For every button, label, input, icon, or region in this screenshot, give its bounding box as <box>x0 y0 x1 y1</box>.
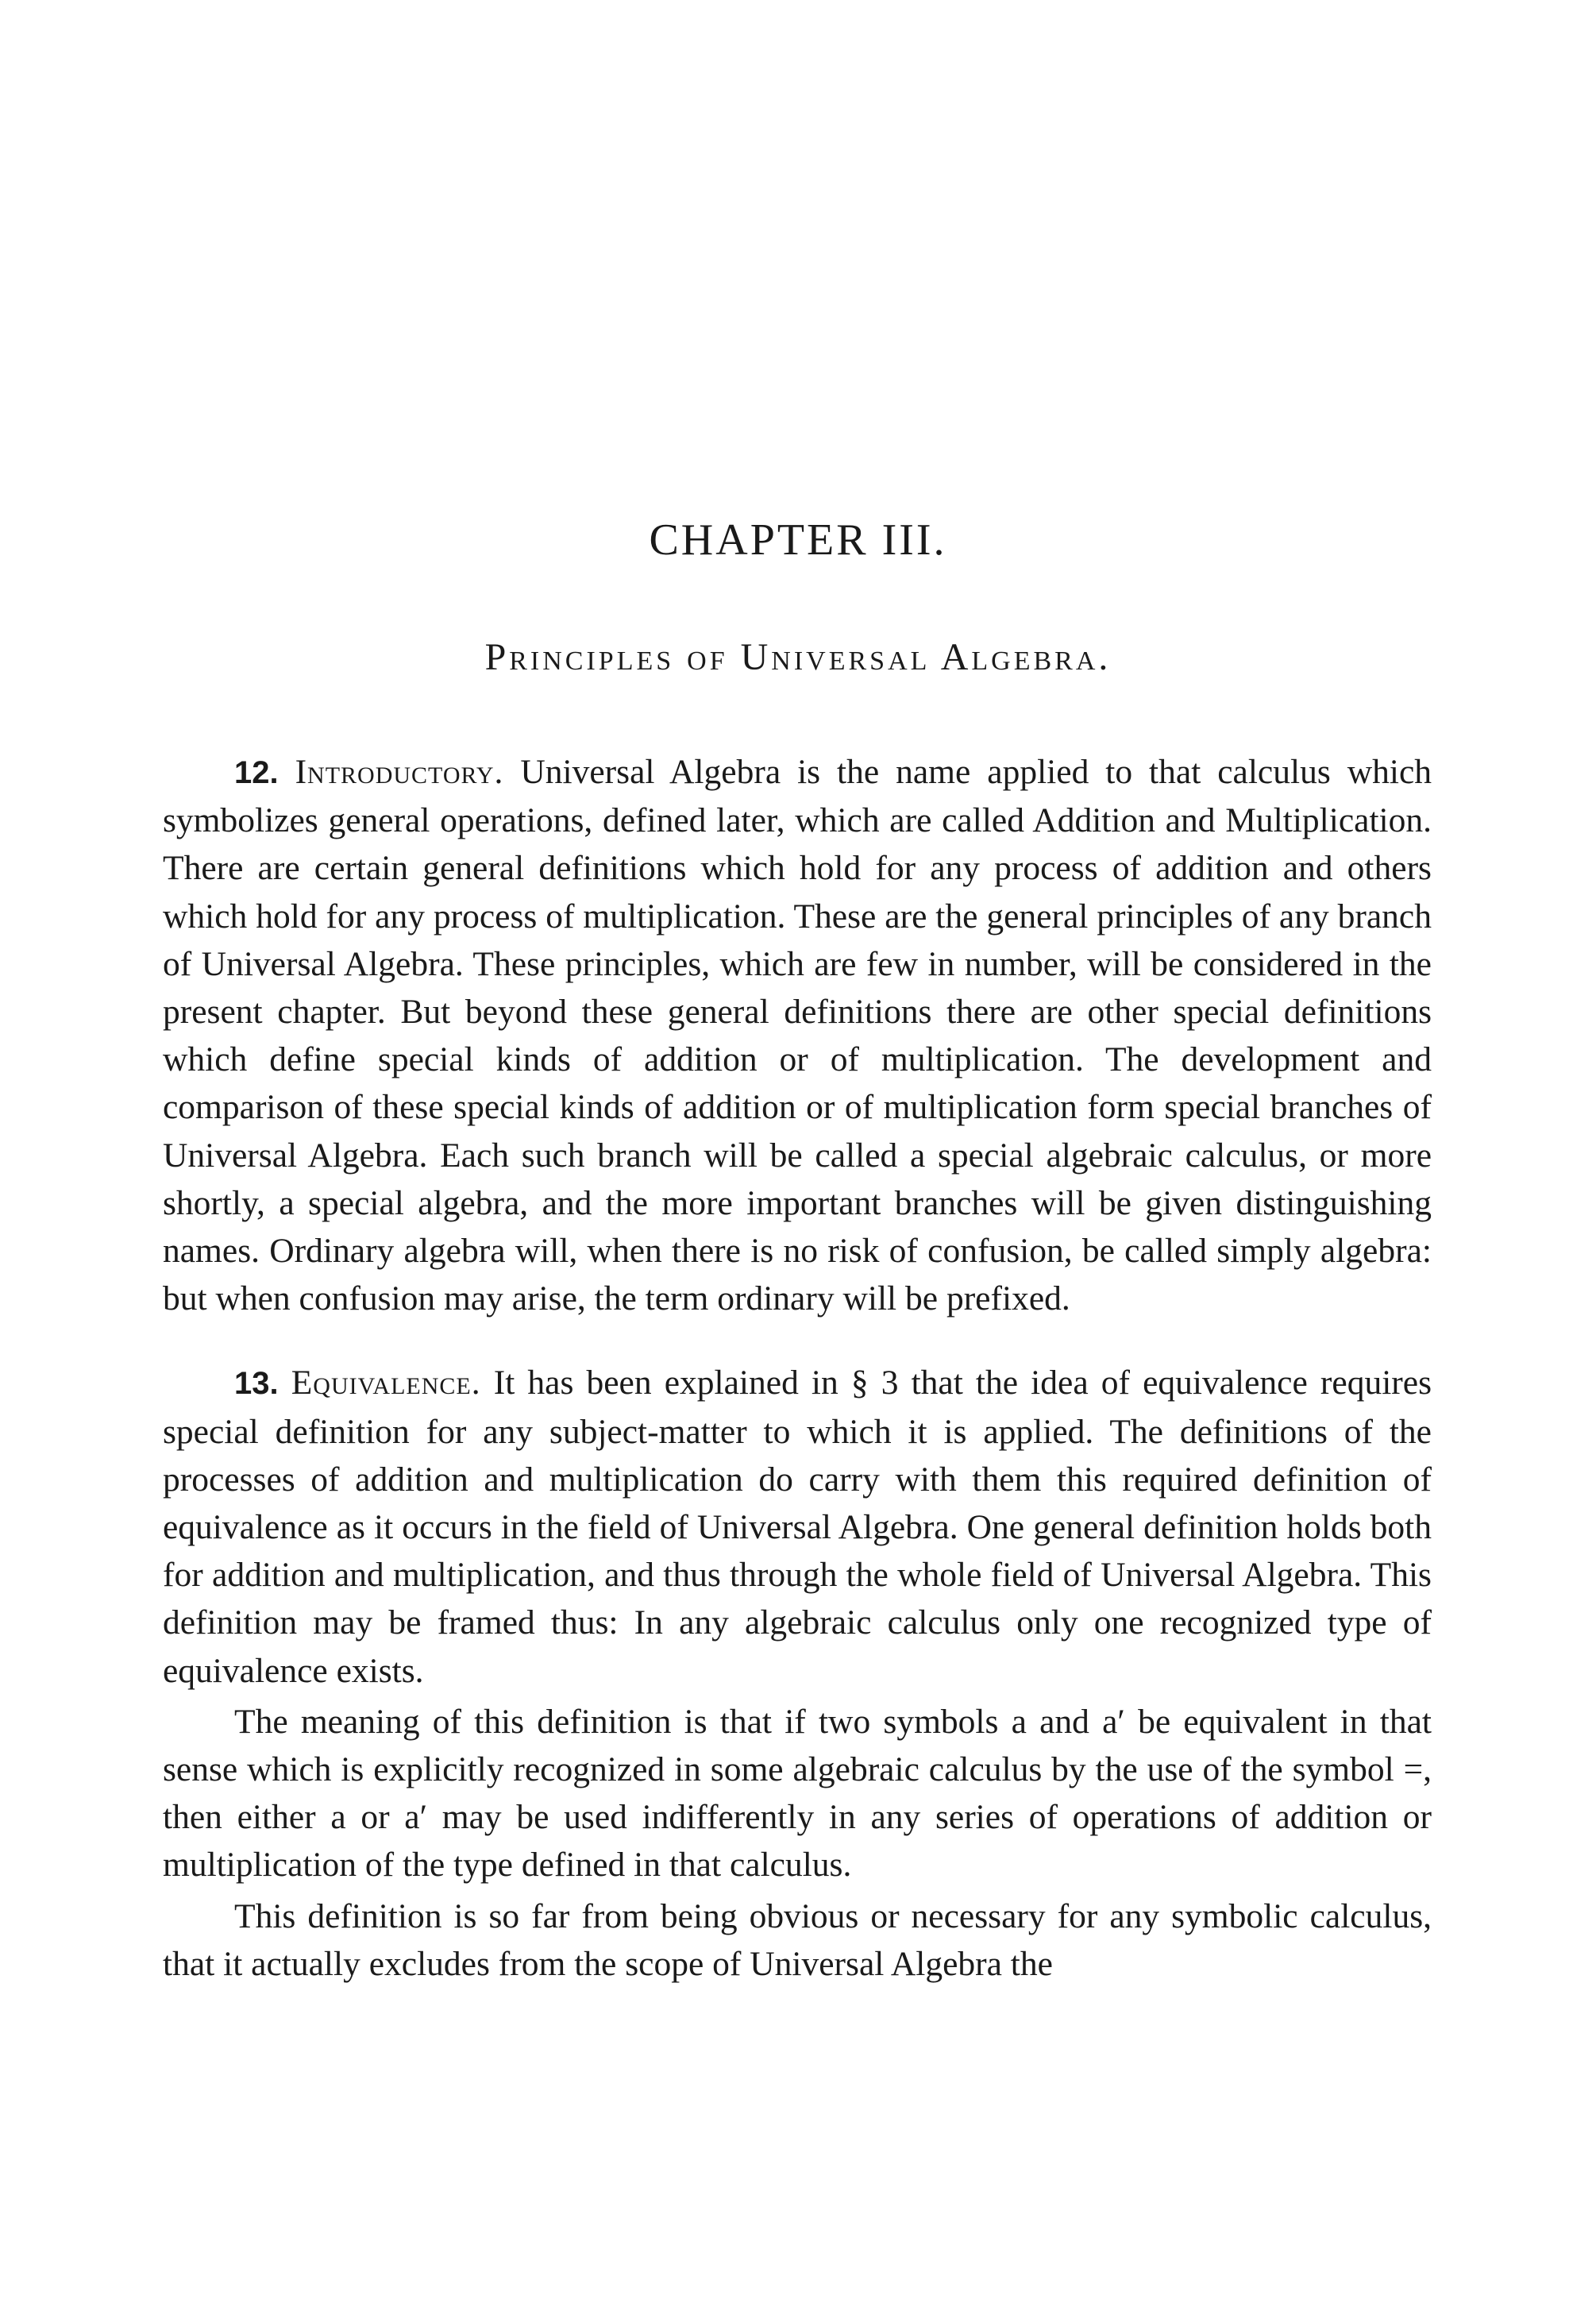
paragraph: This definition is so far from being obvious or necessary for any symbolic calculus, that it actually excludes from the scope of Universal Algebra the <box>163 1896 1432 1983</box>
section-text: Universal Algebra is the name applied to that calculus which symbolizes general operations, defined later, which are called Addition and Multiplication. There are certain general definitions which hold for any process of addition and others which hold for any process of multiplication. These are the general principles of any branch of Universal Algebra. These principles, which are few in number, will be considered in the present chapter. But beyond these general definitions there are other special definitions which define special kinds of addition or of multiplication. The development and comparison of these special kinds of addition or of multiplication form special branches of Universal Algebra. Each such branch will be called a special algebraic calculus, or more shortly, a special algebra, and the more important branches will be given distinguishing names. Ordinary algebra will, when there is no risk of confusion, be called simply algebra: but when confusion may arise, the term ordinary will be prefixed. <box>163 753 1432 1318</box>
paragraph: The meaning of this definition is that if two symbols a and a′ be equivalent in that sense which is explicitly recognized in some algebraic calculus by the use of the symbol =, then either a or a′ may be used indifferently in any series of operations of addition or multiplication of the type defined in that calculus. <box>163 1702 1432 1885</box>
section-heading: Equivalence. <box>291 1364 481 1402</box>
section-13 <box>163 1359 1432 1988</box>
section-13-paragraph <box>163 1359 1432 1694</box>
body-text <box>163 748 1432 1988</box>
section-number: 12. <box>234 755 279 790</box>
section-12-paragraph <box>163 748 1432 1322</box>
section-12 <box>163 748 1432 1322</box>
section-number: 13. <box>234 1366 279 1402</box>
chapter-subtitle: Principles of Universal Algebra. <box>484 636 1112 678</box>
chapter-title: CHAPTER III. <box>649 515 947 565</box>
section-text: It has been explained in § 3 that the idea of equivalence requires special definition for any subject-matter to which it is applied. The definitions of the processes of addition and multiplication do carry with them this required definition of equivalence as it occurs in the field of Universal Algebra. One general definition holds both for addition and multiplication, and thus through the whole field of Universal Algebra. This definition may be framed thus: In any algebraic calculus only one recognized type of equivalence exists. <box>163 1364 1432 1690</box>
section-heading: Introductory. <box>295 753 504 791</box>
